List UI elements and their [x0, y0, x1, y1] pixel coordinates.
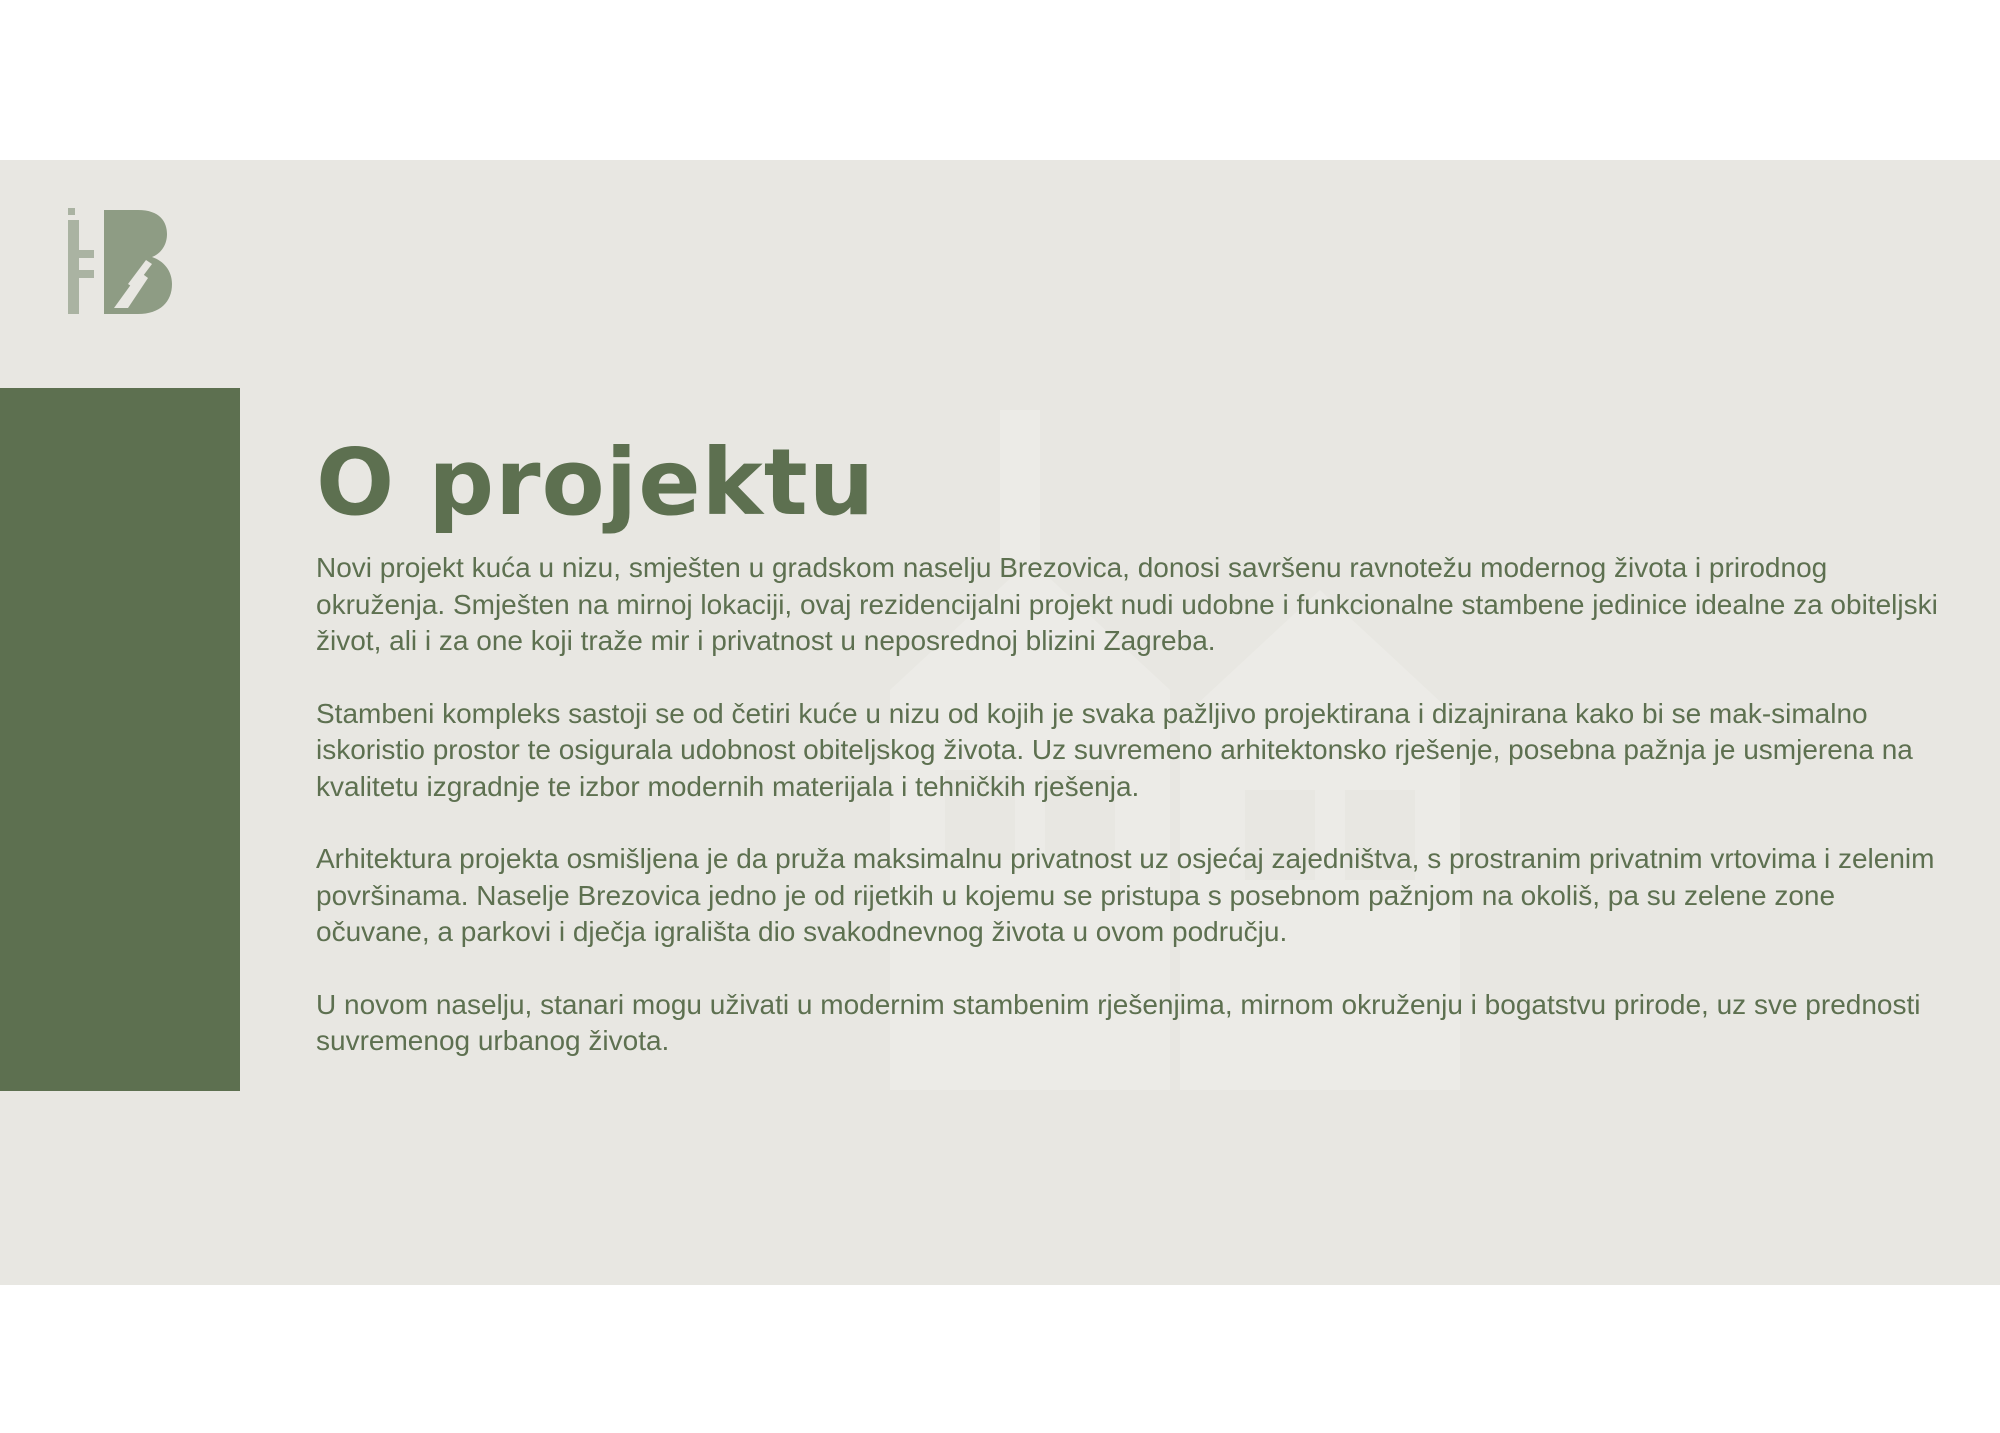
- paragraph: Arhitektura projekta osmišljena je da pruža maksimalnu privatnost uz osjećaj zajedništva, s prostranim privatnim vrtovima i zelenim površinama. Naselje Brezovica jedno je od rijetkih u kojemu se pristupa s posebnom pažnjom na okoliš, pa su zelene zone očuvane, a parkovi i dječja igrališta dio svakodnevnog života u ovom području.: [316, 843, 1935, 947]
- paragraph: U novom naselju, stanari mogu uživati u modernim stambenim rješenjima, mirnom okruženju i bogatstvu prirode, uz sve prednosti suvremenog urbanog života.: [316, 988, 1921, 1056]
- paragraph: Novi projekt kuća u nizu, smješten u gradskom naselju Brezovica, donosi savršenu ravnotežu modernog života i prirodnog okruženja. Smješten na mirnoj lokaciji, ovaj rezidencijalni projekt nudi udobne i funkcionalne stambene jedinice idealne za obiteljski život, ali i za one koji traže mir i privatnost u neposrednoj blizini Zagreba.: [316, 552, 1938, 656]
- accent-block: [0, 388, 240, 1091]
- body-text: [316, 550, 1956, 1060]
- content: [316, 428, 1956, 1096]
- page-title: O projektu: [316, 429, 876, 536]
- slide: [0, 160, 2000, 1285]
- hb-monogram-icon: [68, 208, 172, 314]
- paragraph: Stambeni kompleks sastoji se od četiri kuće u nizu od kojih je svaka pažljivo projektirana i dizajnirana kako bi se mak-simalno iskoristio prostor te osigurala udobnost obiteljskog života. Uz suvremeno arhitektonsko rješenje, posebna pažnja je usmjerena na kvalitetu izgradnje te izbor modernih materijala i tehničkih rješenja.: [316, 697, 1913, 802]
